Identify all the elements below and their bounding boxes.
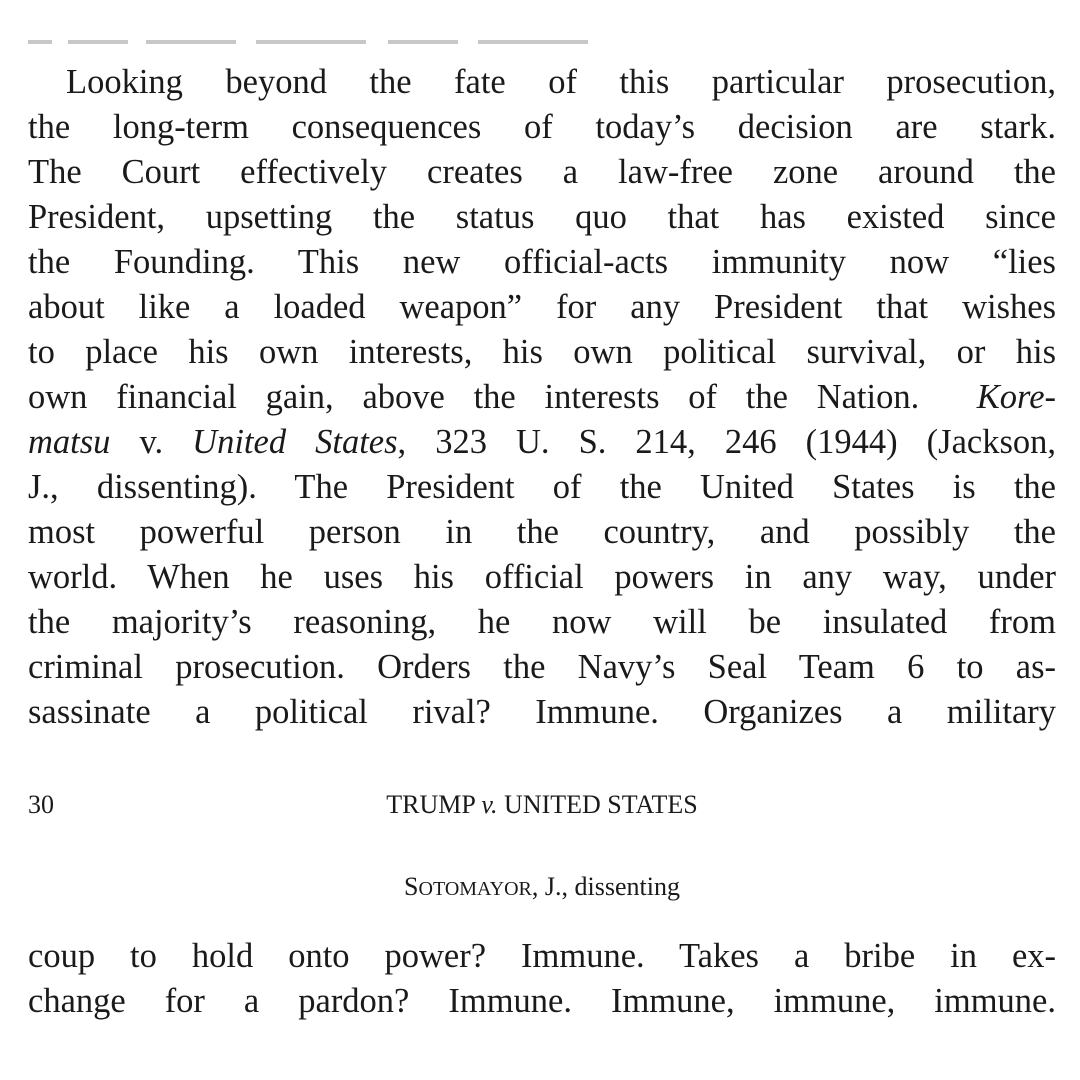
paragraph-text: own financial gain, above the interests of the Nation. <box>28 378 920 416</box>
paragraph-line: the Founding. This new official-acts immunity now “lies <box>28 243 1056 281</box>
running-head <box>0 788 1080 822</box>
paragraph-line: the long-term consequences of today’s decision are stark. <box>28 108 1056 146</box>
opinion-author-head <box>0 870 1080 906</box>
paragraph-line: sassinate a political rival? Immune. Organizes a military <box>28 693 1056 731</box>
citation-reporter: , 323 U. S. 214, 246 (1944) (Jackson, <box>397 423 1057 461</box>
paragraph-line: J., dissenting). The President of the United States is the <box>28 468 1056 506</box>
running-head-right: UNITED STATES <box>497 790 698 819</box>
citation-line <box>28 420 1056 465</box>
paragraph-line: Looking beyond the fate of this particular prosecution, <box>66 63 1056 101</box>
paragraph-line: most powerful person in the country, and possibly the <box>28 513 1056 551</box>
cropped-text-remnant <box>28 30 588 48</box>
case-party: United States <box>192 423 398 461</box>
running-head-v: v. <box>481 790 498 819</box>
paragraph-line <box>28 375 1056 420</box>
paragraph-line: world. When he uses his official powers in any way, under <box>28 558 1056 596</box>
paragraph-line: The Court effectively creates a law-free zone around the <box>28 153 1056 191</box>
paragraph-line: to place his own interests, his own political survival, or his <box>28 333 1056 371</box>
author-smallcaps: OTOMAYOR <box>418 878 532 900</box>
running-head-left: TRUMP <box>386 790 482 819</box>
case-name: Kore- <box>976 378 1057 416</box>
opinion-type: , J., dissenting <box>531 872 680 901</box>
continuation-line: change for a pardon? Immune. Immune, immune, immune. <box>28 982 1056 1020</box>
author-initial: S <box>404 872 419 901</box>
paragraph-line: about like a loaded weapon” for any President that wishes <box>28 288 1056 326</box>
page-number: 30 <box>28 790 54 819</box>
paragraph-line: President, upsetting the status quo that has existed since <box>28 198 1056 236</box>
paragraph-line: the majority’s reasoning, he now will be insulated from <box>28 603 1056 641</box>
continuation-line: coup to hold onto power? Immune. Takes a bribe in ex- <box>28 937 1056 975</box>
citation-v: v. <box>110 423 193 461</box>
paragraph-line: criminal prosecution. Orders the Navy’s Seal Team 6 to as- <box>28 648 1056 686</box>
case-name: matsu <box>28 423 111 461</box>
